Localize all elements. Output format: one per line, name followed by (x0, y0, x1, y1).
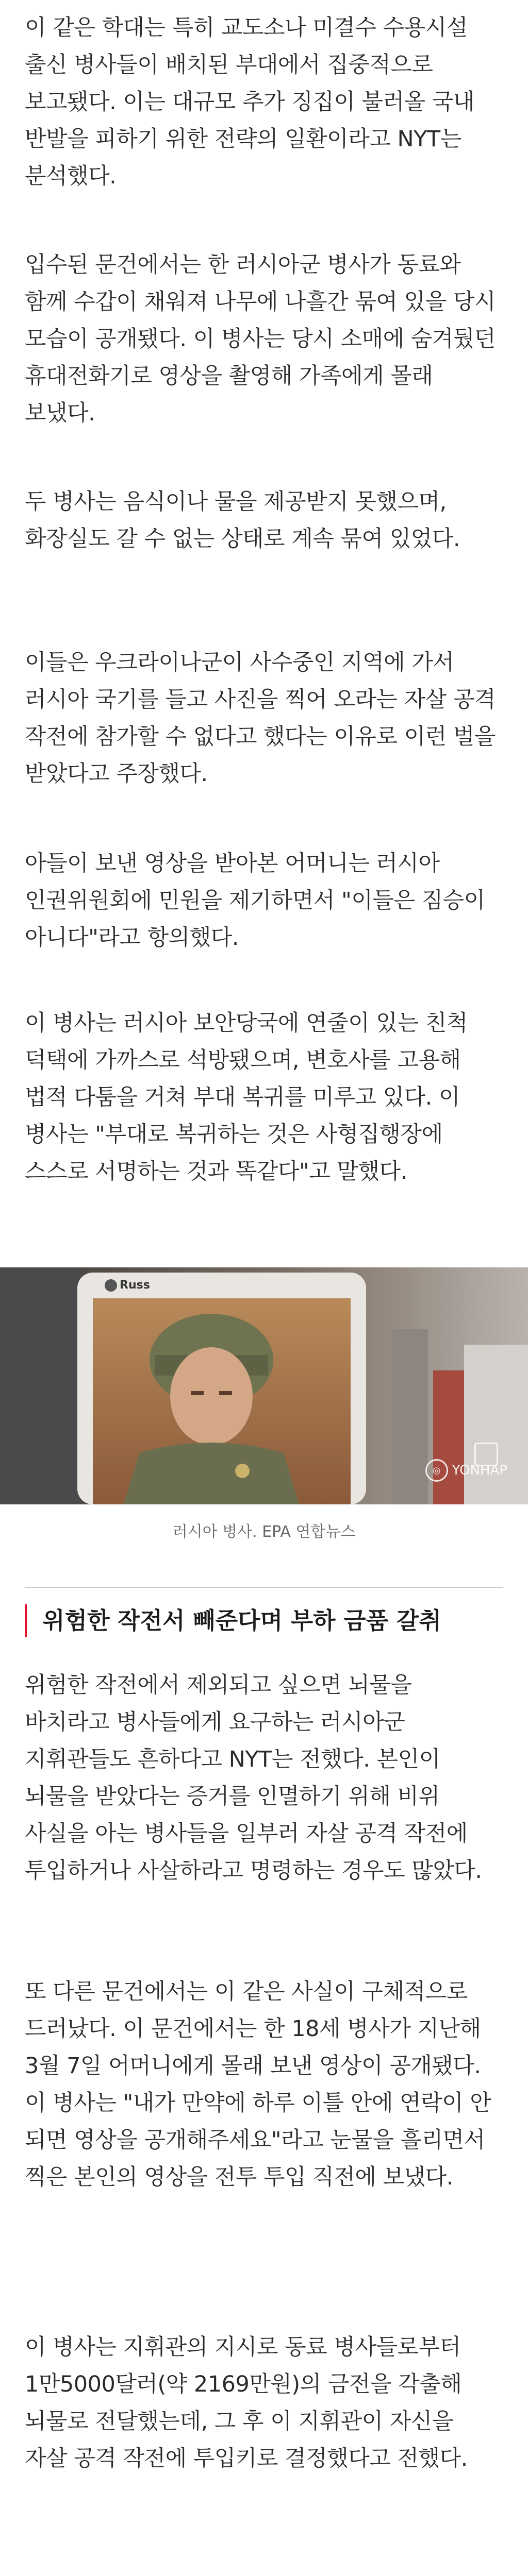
article-paragraph: 이 병사는 러시아 보안당국에 연줄이 있는 친척 덕택에 가까스로 석방됐으며, 변호사를 고용해 법적 다툼을 거쳐 부대 복귀를 미루고 있다. 이 병사는 "부대로 복귀하는 것은 사형집행장에 스스로 서명하는 것과 똑같다"고 말했다. (25, 1010, 468, 1184)
photo-sign-text: Russ (120, 1279, 150, 1292)
watermark-text: YONHAP (452, 1463, 507, 1478)
figure-caption: 러시아 병사. EPA 연합뉴스 (172, 1523, 356, 1541)
expand-image-icon[interactable] (474, 1443, 498, 1466)
article-paragraph: 위험한 작전에서 제외되고 싶으면 뇌물을 바치라고 병사들에게 요구하는 러시아군 지휘관들도 흔하다고 NYT는 전했다. 본인이 뇌물을 받았다는 증거를 인멸하기 위해 비위 사실을 아는 병사들을 일부러 자살 공격 작전에 투입하거나 사살하라고 명령하는 경우도 많았다. (25, 1672, 482, 1884)
article-paragraph: 두 병사는 음식이나 물을 제공받지 못했으며, 화장실도 갈 수 없는 상태로 계속 묶여 있었다. (25, 489, 460, 552)
subhead-accent-bar (25, 1604, 27, 1637)
article-paragraph: 입수된 문건에서는 한 러시아군 병사가 동료와 함께 수갑이 채워져 나무에 나흘간 묶여 있을 당시 모습이 공개됐다. 이 병사는 당시 소매에 숨겨뒀던 휴대전화기로 영상을 촬영해 가족에게 몰래 보냈다. (25, 252, 496, 426)
subhead-divider (25, 1587, 503, 1588)
figure-soldier (0, 1267, 528, 1543)
soldier-photo[interactable] (0, 1267, 528, 1504)
article-paragraph: 이들은 우크라이나군이 사수중인 지역에 가서 러시아 국기를 들고 사진을 찍어 오라는 자살 공격 작전에 참가할 수 없다고 했다는 이유로 이런 벌을 받았다고 주장했다. (25, 650, 496, 787)
article-paragraph: 이 병사는 지휘관의 지시로 동료 병사들로부터 1만5000달러(약 2169만원)의 금전을 각출해 뇌물로 전달했는데, 그 후 이 지휘관이 자신을 자살 공격 작전에 투입키로 결정했다고 전했다. (25, 2334, 468, 2471)
article-paragraph: 또 다른 문건에서는 이 같은 사실이 구체적으로 드러났다. 이 문건에서는 한 18세 병사가 지난해 3월 7일 어머니에게 몰래 보낸 영상이 공개됐다. 이 병사는 "내가 만약에 하루 이틀 안에 연락이 안 되면 영상을 공개해주세요"라고 눈물을 흘리면서 찍은 본인의 영상을 전투 투입 직전에 보냈다. (25, 1979, 491, 2190)
article-paragraph: 아들이 보낸 영상을 받아본 어머니는 러시아 인권위원회에 민원을 제기하면서 "이들은 짐승이 아니다"라고 항의했다. (25, 851, 485, 951)
yonhap-logo-icon: ◎ (425, 1459, 448, 1482)
subhead-title: 위험한 작전서 빼준다며 부하 금품 갈취 (42, 1607, 441, 1634)
article-paragraph: 이 같은 학대는 특히 교도소나 미결수 수용시설 출신 병사들이 배치된 부대에서 집중적으로 보고됐다. 이는 대규모 추가 징집이 불러올 국내 반발을 피하기 위한 전략의 일환이라고 NYT는 분석했다. (25, 15, 474, 189)
